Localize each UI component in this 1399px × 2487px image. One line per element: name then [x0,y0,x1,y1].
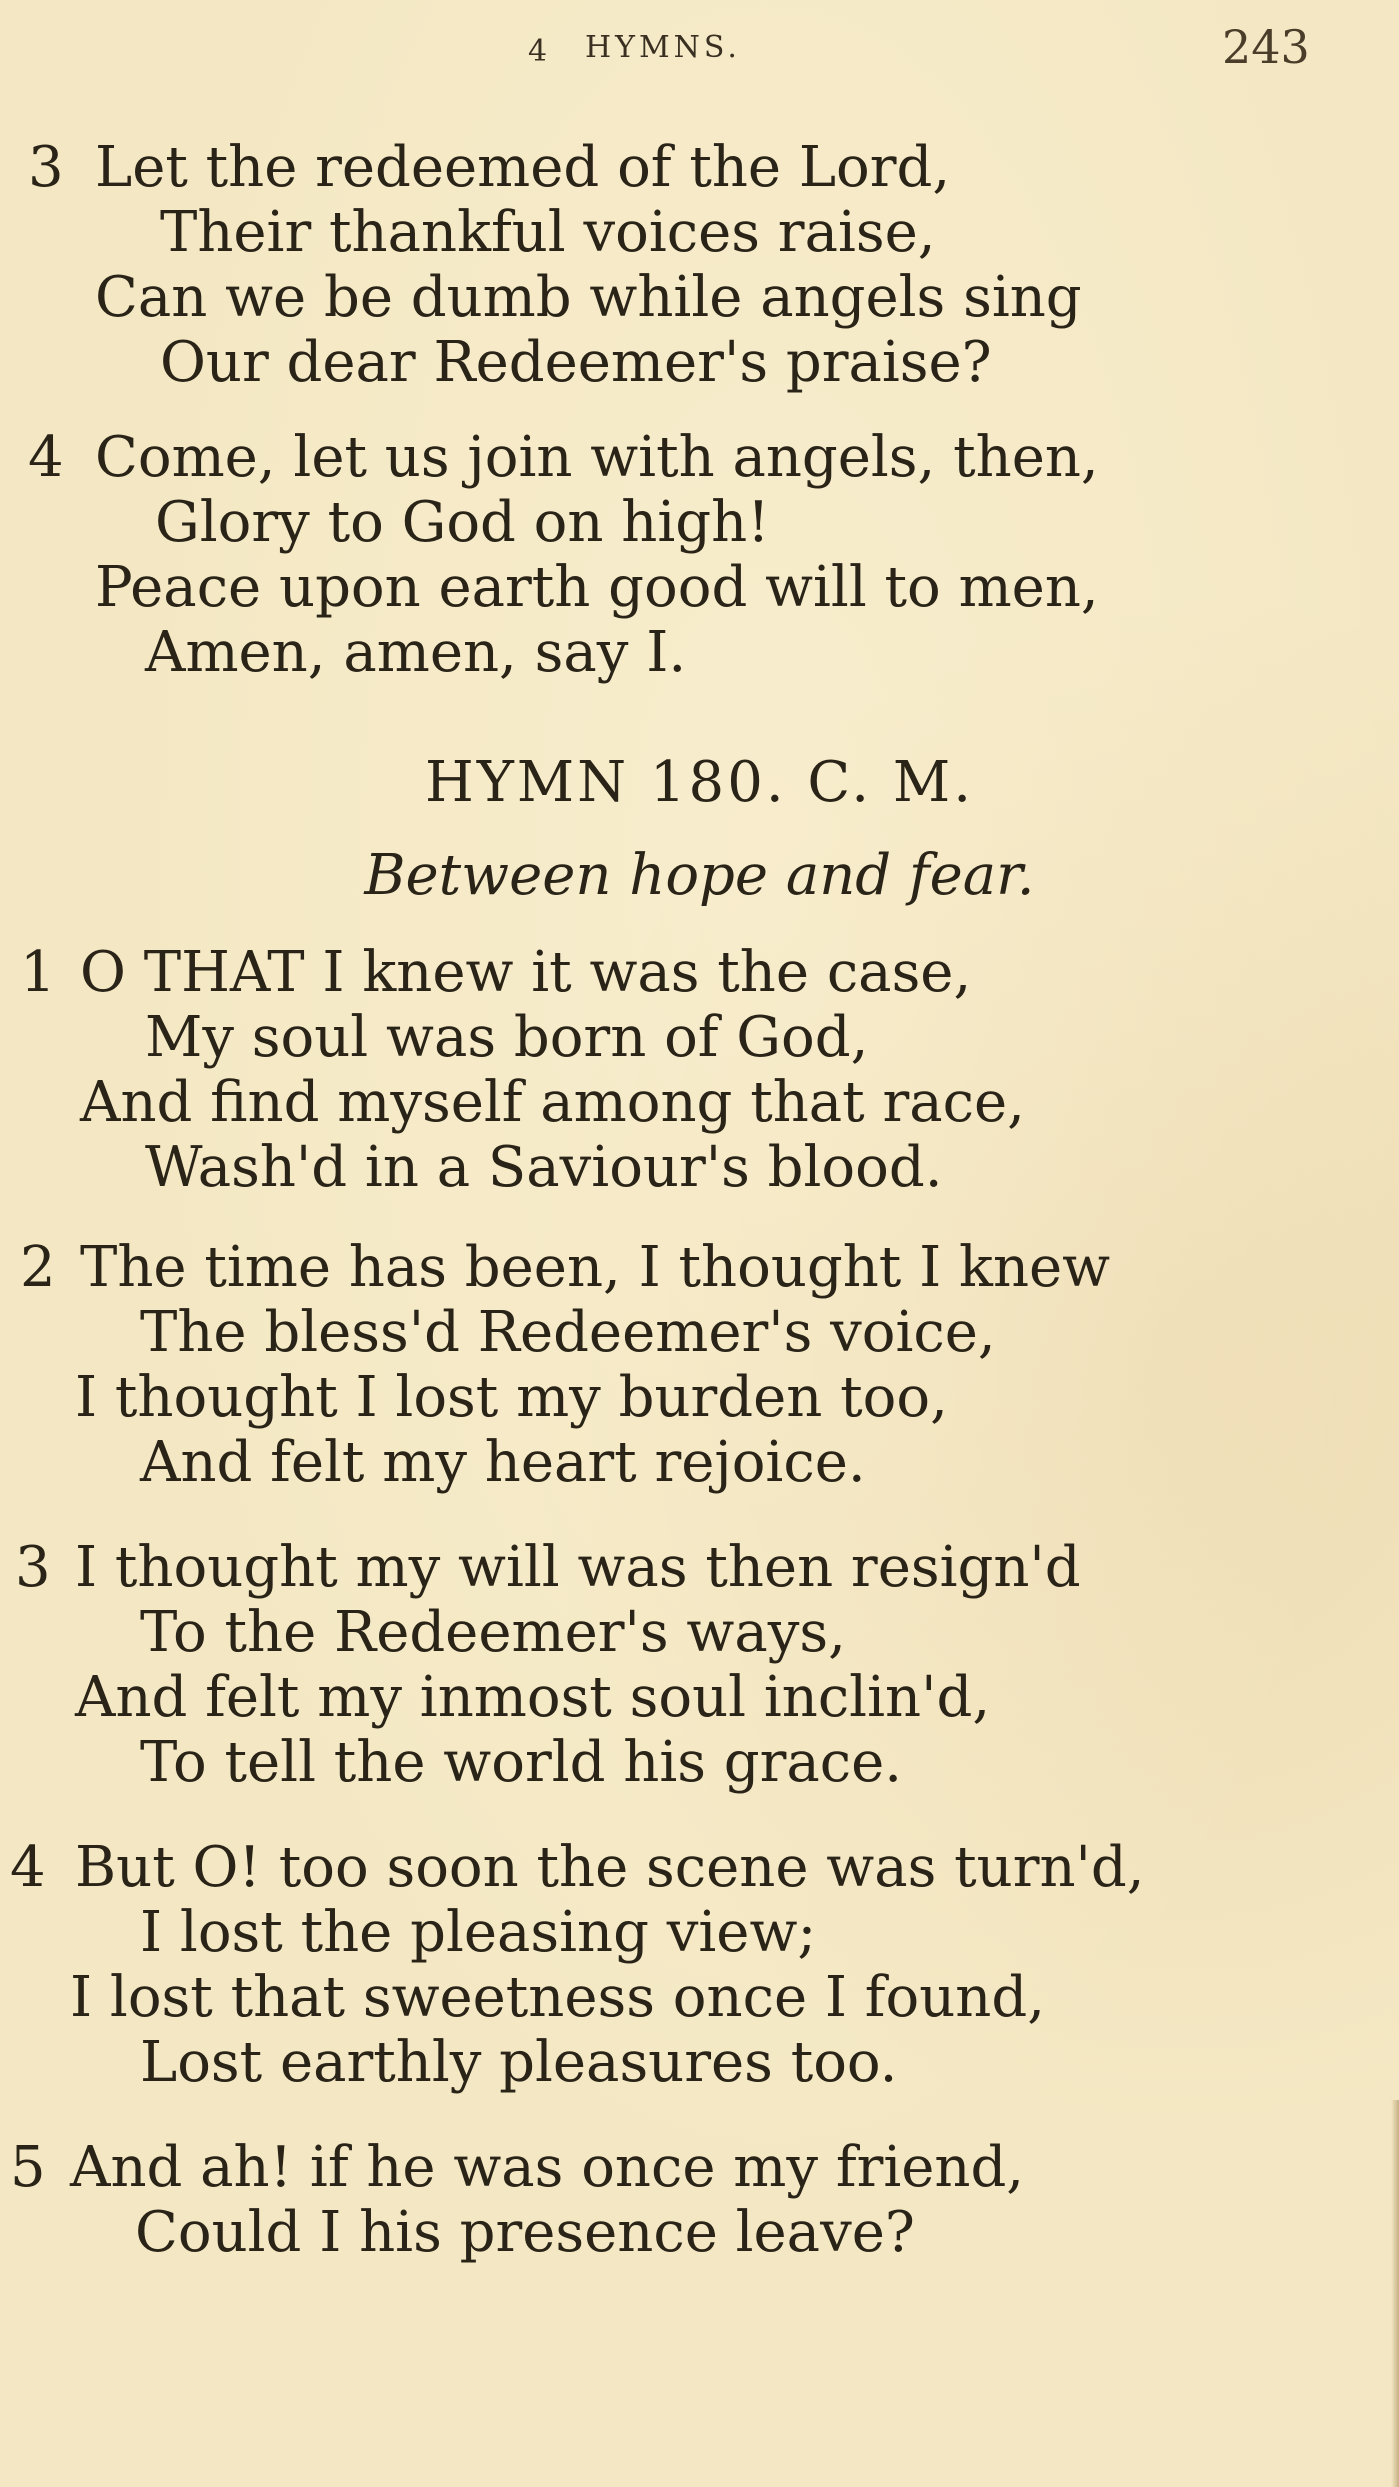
verse-line: Amen, amen, say I. [145,620,687,685]
hymn-subtitle: Between hope and fear. [364,843,1035,908]
page-edge [1391,2100,1399,2487]
verse-line: And felt my heart rejoice. [140,1430,866,1495]
hymn-title: HYMN 180. C. M. [424,750,975,815]
stanza-number: 5 [10,2135,46,2200]
verse-line: And ah! if he was once my friend, [70,2135,1025,2200]
stanza-number: 3 [28,135,64,200]
verse-line: Let the redeemed of the Lord, [95,135,951,200]
verse-line: And felt my inmost soul inclin'd, [75,1665,991,1730]
verse-line: Wash'd in a Saviour's blood. [145,1135,943,1200]
verse-line: But O! too soon the scene was turn'd, [75,1835,1145,1900]
verse-line: Lost earthly pleasures too. [140,2030,898,2095]
verse-line: To tell the world his grace. [140,1730,903,1795]
stanza-number: 4 [10,1835,46,1900]
stanza-number: 3 [15,1535,51,1600]
page-number: 243 [1222,20,1310,74]
verse-line: Could I his presence leave? [135,2200,915,2265]
verse-line: I lost that sweetness once I found, [70,1965,1046,2030]
verse-line: I thought I lost my burden too, [75,1365,948,1430]
verse-line: Our dear Redeemer's praise? [160,330,992,395]
verse-line: The bless'd Redeemer's voice, [140,1300,996,1365]
verse-line: Come, let us join with angels, then, [95,425,1099,490]
verse-line: I lost the pleasing view; [140,1900,817,1965]
verse-line: To the Redeemer's ways, [140,1600,846,1665]
verse-line: O THAT I knew it was the case, [80,940,972,1005]
signature-marker: 4 [528,34,548,69]
running-head: HYMNS. [585,30,741,65]
verse-line: The time has been, I thought I knew [80,1235,1111,1300]
verse-line: Can we be dumb while angels sing [95,265,1082,330]
verse-line: And find myself among that race, [80,1070,1025,1135]
stanza-number: 2 [20,1235,56,1300]
stanza-number: 1 [20,940,56,1005]
stanza-number: 4 [28,425,64,490]
verse-line: Glory to God on high! [155,490,770,555]
page-header [0,20,1399,74]
verse-line: Their thankful voices raise, [160,200,936,265]
verse-line: Peace upon earth good will to men, [95,555,1099,620]
verse-line: I thought my will was then resign'd [75,1535,1081,1600]
verse-line: My soul was born of God, [145,1005,869,1070]
